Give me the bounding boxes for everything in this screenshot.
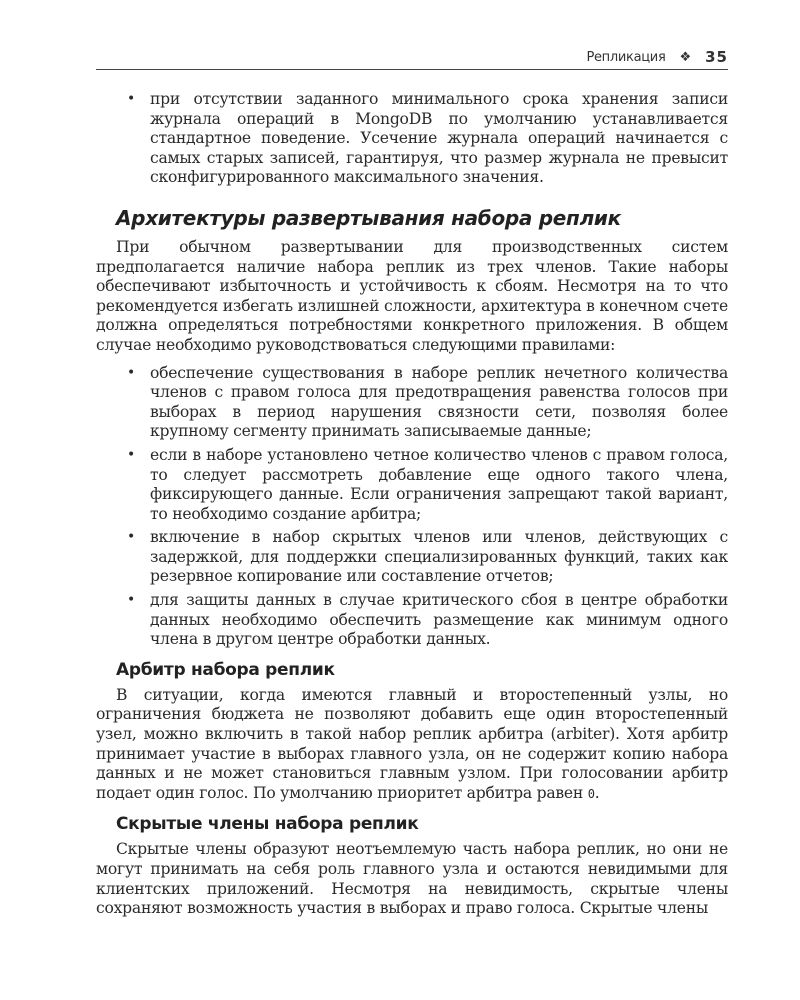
running-header-section: Репликация	[586, 49, 666, 65]
intro-bullet-list	[96, 90, 728, 188]
list-item: • если в наборе установлено четное количество членов с правом голоса, то следует рассмотреть добавление еще одного такого члена, фиксирующего данные. Если ограничения запрещают такой вариант, то необходимо создание арбитра;	[127, 445, 728, 523]
bullet-icon: •	[127, 529, 136, 546]
list-item: • включение в набор скрытых членов или членов, действующих с задержкой, для поддержки специализированных функций, таких как резервное копирование или составление отчетов;	[127, 528, 728, 586]
running-header	[586, 46, 728, 68]
list-item: • обеспечение существования в наборе реплик нечетного количества членов с правом голоса для предотвращения равенства голосов при выборах в период нарушения связности сети, позволяя более крупному сегменту принимать записываемые данные;	[127, 363, 728, 441]
bullet-icon: •	[127, 446, 136, 463]
bullet-icon: •	[127, 91, 136, 107]
bullet-icon: •	[127, 364, 136, 381]
paragraph-architecture: При обычном развертывании для производственных систем предполагается наличие набора реплик из трех членов. Такие наборы обеспечивают избыточность и устойчивость к сбоям. Несмотря на то что рекомендуется избегать излишней сложности, архитектура в конечном счете должна определяться потребностями конкретного приложения. В общем случае необходимо руководствоваться следующими правилами:	[96, 237, 728, 354]
paragraph-arbiter: В ситуации, когда имеются главный и второстепенный узлы, но ограничения бюджета не позволяют добавить еще один второстепенный узел, можно включить в такой набор реплик арбитра (arbiter). Хотя арбитр принимает участие в выборах главного узла, он не содержит копию набора данных и не может становиться главным узлом. При голосовании арбитр подает один голос. По умолчанию приоритет арбитра равен 0.	[96, 685, 728, 802]
section-heading-arbiter: Арбитр набора реплик	[116, 659, 335, 680]
code-priority-value: 0	[587, 786, 595, 801]
architecture-bullet-list	[96, 364, 728, 650]
bullet-icon: •	[127, 592, 136, 609]
header-rule	[96, 69, 728, 70]
paragraph-hidden-members: Скрытые члены образуют неотъемлемую часть набора реплик, но они не могут принимать на себя роль главного узла и остаются невидимыми для клиентских приложений. Несмотря на невидимость, скрытые члены сохраняют возможность участия в выборах и право голоса. Скрытые члены	[96, 840, 728, 918]
page-body	[96, 90, 728, 919]
list-item: • при отсутствии заданного минимального срока хранения записи журнала операций в MongoDB по умолчанию устанавливается стандартное поведение. Усечение журнала операций начинается с самых старых записей, гарантируя, что размер журнала не превысит сконфигурированного максимального значения.	[127, 90, 728, 187]
section-heading-hidden-members: Скрытые члены набора реплик	[116, 814, 419, 835]
list-item: • для защиты данных в случае критического сбоя в центре обработки данных необходимо обеспечить размещение как минимум одного члена в другом центре обработки данных.	[127, 591, 728, 649]
page-number: 35	[705, 48, 728, 66]
section-heading-architecture: Архитектуры развертывания набора реплик	[116, 205, 621, 230]
ornament-icon: ❖	[679, 49, 692, 65]
